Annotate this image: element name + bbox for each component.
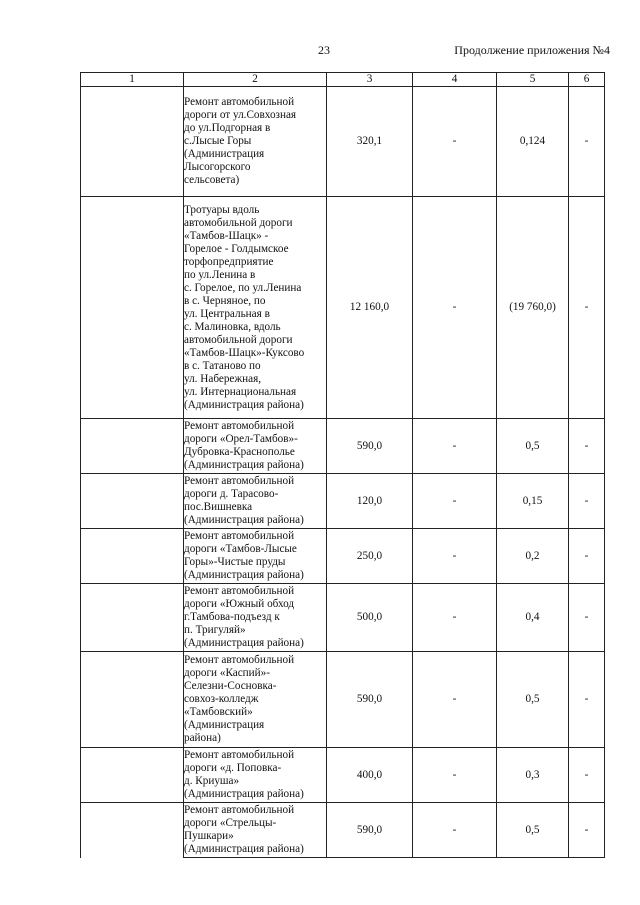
- column-6-cell: -: [569, 803, 605, 858]
- blank-cell: [81, 584, 184, 652]
- column-6-cell: -: [569, 197, 605, 419]
- column-5-cell: 0,15: [497, 474, 569, 529]
- page-number: 23: [318, 43, 330, 57]
- amount-cell: 12 160,0: [327, 197, 413, 419]
- table-row: [81, 584, 605, 652]
- object-name-cell: Ремонт автомобильной дороги от ул.Совхозная до ул.Подгорная в с.Лысые Горы (Администрация Лысогорского сельсовета): [184, 87, 327, 197]
- table-row: [81, 652, 605, 748]
- column-6-cell: -: [569, 87, 605, 197]
- column-number-2: 2: [184, 73, 327, 87]
- table-row: [81, 803, 605, 858]
- column-5-cell: 0,5: [497, 803, 569, 858]
- column-6-cell: -: [569, 748, 605, 803]
- amount-cell: 320,1: [327, 87, 413, 197]
- table-row: [81, 748, 605, 803]
- amount-cell: 120,0: [327, 474, 413, 529]
- object-name-cell: Ремонт автомобильной дороги д. Тарасово- пос.Вишневка (Администрация района): [184, 474, 327, 529]
- column-4-cell: -: [413, 652, 497, 748]
- column-number-6: 6: [569, 73, 605, 87]
- object-name-cell: Ремонт автомобильной дороги «Орел-Тамбов»- Дубровка-Краснополье (Администрация района): [184, 419, 327, 474]
- table-row: [81, 87, 605, 197]
- appendix-table: [80, 72, 605, 858]
- column-5-cell: (19 760,0): [497, 197, 569, 419]
- column-6-cell: -: [569, 474, 605, 529]
- column-4-cell: -: [413, 529, 497, 584]
- table-row: [81, 474, 605, 529]
- amount-cell: 250,0: [327, 529, 413, 584]
- table-row: [81, 419, 605, 474]
- column-number-row: [81, 73, 605, 87]
- blank-cell: [81, 803, 184, 858]
- amount-cell: 500,0: [327, 584, 413, 652]
- column-5-cell: 0,3: [497, 748, 569, 803]
- column-5-cell: 0,2: [497, 529, 569, 584]
- object-name-cell: Ремонт автомобильной дороги «Стрельцы- Пушкари» (Администрация района): [184, 803, 327, 858]
- column-4-cell: -: [413, 748, 497, 803]
- column-5-cell: 0,5: [497, 652, 569, 748]
- blank-cell: [81, 748, 184, 803]
- column-4-cell: -: [413, 803, 497, 858]
- column-6-cell: -: [569, 584, 605, 652]
- column-number-3: 3: [327, 73, 413, 87]
- column-5-cell: 0,124: [497, 87, 569, 197]
- blank-cell: [81, 87, 184, 197]
- column-6-cell: -: [569, 529, 605, 584]
- appendix-continuation-note: Продолжение приложения №4: [454, 43, 610, 57]
- blank-cell: [81, 474, 184, 529]
- amount-cell: 590,0: [327, 803, 413, 858]
- column-4-cell: -: [413, 197, 497, 419]
- object-name-cell: Ремонт автомобильной дороги «Южный обход г.Тамбова-подъезд к п. Тригуляй» (Администрация района): [184, 584, 327, 652]
- amount-cell: 400,0: [327, 748, 413, 803]
- column-4-cell: -: [413, 419, 497, 474]
- amount-cell: 590,0: [327, 652, 413, 748]
- column-4-cell: -: [413, 474, 497, 529]
- blank-cell: [81, 652, 184, 748]
- column-6-cell: -: [569, 419, 605, 474]
- column-number-1: 1: [81, 73, 184, 87]
- table-row: [81, 197, 605, 419]
- table-row: [81, 529, 605, 584]
- column-number-4: 4: [413, 73, 497, 87]
- object-name-cell: Ремонт автомобильной дороги «Тамбов-Лысые Горы»-Чистые пруды (Администрация района): [184, 529, 327, 584]
- column-4-cell: -: [413, 87, 497, 197]
- column-6-cell: -: [569, 652, 605, 748]
- column-5-cell: 0,5: [497, 419, 569, 474]
- object-name-cell: Ремонт автомобильной дороги «Каспий»- Селезни-Сосновка- совхоз-колледж «Тамбовский» (Администрация района): [184, 652, 327, 748]
- column-4-cell: -: [413, 584, 497, 652]
- blank-cell: [81, 529, 184, 584]
- blank-cell: [81, 419, 184, 474]
- blank-cell: [81, 197, 184, 419]
- object-name-cell: Ремонт автомобильной дороги «д. Поповка- д. Криуша» (Администрация района): [184, 748, 327, 803]
- object-name-cell: Тротуары вдоль автомобильной дороги «Тамбов-Шацк» - Горелое - Голдымское торфопредприятие по ул.Ленина в с. Горелое, по ул.Ленина в с. Черняное, по ул. Центральная в с. Малиновка, вдоль автомобильной дороги «Тамбов-Шацк»-Куксово в с. Татаново по ул. Набережная, ул. Интернациональная (Администрация района): [184, 197, 327, 419]
- column-5-cell: 0,4: [497, 584, 569, 652]
- amount-cell: 590,0: [327, 419, 413, 474]
- column-number-5: 5: [497, 73, 569, 87]
